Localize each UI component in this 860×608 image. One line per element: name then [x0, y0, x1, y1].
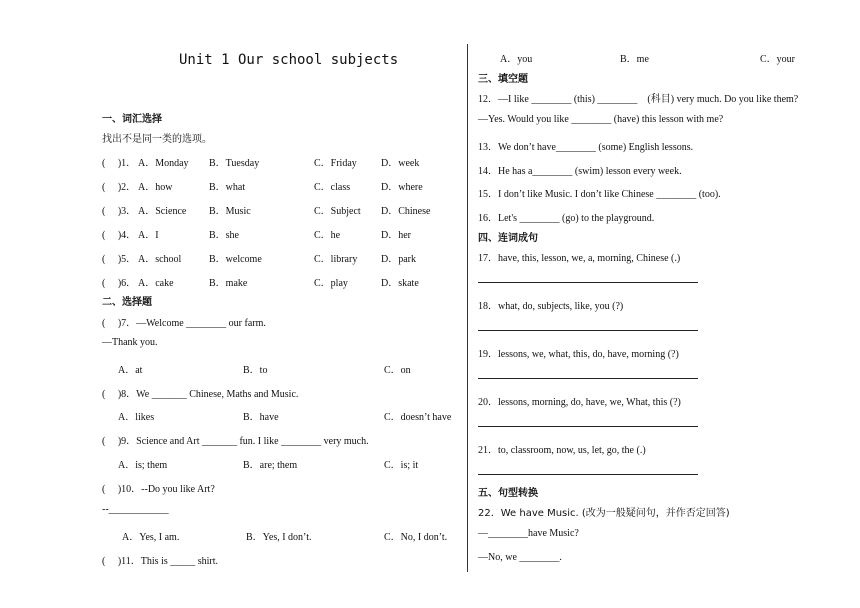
answer-line-18[interactable] — [478, 330, 698, 331]
vocab-item-prefix: ( )3． — [102, 206, 137, 217]
option-b: B．welcome — [209, 254, 262, 265]
question-16: 16．Let's ________ (go) to the playground. — [478, 213, 655, 224]
question-10: ( )10．--Do you like Art? — [102, 484, 215, 495]
option-d: D．week — [381, 158, 420, 169]
question-22-line-2: —No, we ________. — [478, 552, 562, 563]
option-c: C．on — [384, 365, 411, 376]
option-a: A．is; them — [118, 460, 168, 471]
question-12-reply: —Yes. Would you like ________ (have) this lesson with me? — [478, 114, 724, 125]
question-20: 20．lessons, morning, do, have, we, What, this (?) — [478, 397, 681, 408]
section-4-heading: 四、连词成句 — [478, 233, 538, 244]
question-19: 19．lessons, we, what, this, do, have, morning (?) — [478, 349, 679, 360]
option-a: A．school — [138, 254, 182, 265]
question-7: ( )7．—Welcome ________ our farm. — [102, 318, 266, 329]
option-b: B．are; them — [243, 460, 298, 471]
question-13: 13．We don’t have________ (some) English lessons. — [478, 142, 694, 153]
answer-line-19[interactable] — [478, 378, 698, 379]
option-b: B．Yes, I don’t. — [246, 532, 312, 543]
option-b: B．to — [243, 365, 268, 376]
section-3-heading: 三、填空题 — [478, 74, 528, 85]
option-b: B．Tuesday — [209, 158, 260, 169]
option-b: B．have — [243, 412, 279, 423]
option-c: C．Subject — [314, 206, 361, 217]
option-d: D．where — [381, 182, 423, 193]
question-21: 21．to, classroom, now, us, let, go, the (.) — [478, 445, 646, 456]
section-5-heading: 五、句型转换 — [478, 488, 538, 499]
vocab-item-prefix: ( )2． — [102, 182, 137, 193]
option-d: D．her — [381, 230, 411, 241]
option-b: B．make — [209, 278, 248, 289]
option-c: C．class — [314, 182, 351, 193]
option-d: D．Chinese — [381, 206, 431, 217]
section-1-heading: 一、词汇选择 — [102, 114, 162, 125]
page-title: Unit 1 Our school subjects — [179, 52, 399, 68]
option-b: B．me — [620, 54, 649, 65]
option-c: C．library — [314, 254, 358, 265]
option-d: D．park — [381, 254, 416, 265]
option-c: C．doesn’t have — [384, 412, 452, 423]
option-a: A．likes — [118, 412, 155, 423]
question-12: 12．—I like ________ (this) ________ (科目) very much. Do you like them? — [478, 94, 799, 105]
option-b: B．she — [209, 230, 239, 241]
column-divider — [467, 44, 468, 572]
option-a: A．Science — [138, 206, 187, 217]
option-c: C．your — [760, 54, 795, 65]
option-a: A．cake — [138, 278, 174, 289]
vocab-item-prefix: ( )4． — [102, 230, 137, 241]
option-c: C．is; it — [384, 460, 419, 471]
question-22: 22．We have Music. (改为一般疑问句，并作否定回答) — [478, 508, 730, 519]
option-a: A．Monday — [138, 158, 189, 169]
option-c: C．No, I don’t. — [384, 532, 448, 543]
option-c: C．he — [314, 230, 341, 241]
question-11: ( )11．This is _____ shirt. — [102, 556, 219, 567]
option-b: B．what — [209, 182, 246, 193]
vocab-item-prefix: ( )1． — [102, 158, 137, 169]
question-9: ( )9．Science and Art _______ fun. I like ________ very much. — [102, 436, 369, 447]
question-18: 18．what, do, subjects, like, you (?) — [478, 301, 624, 312]
question-15: 15．I don’t like Music. I don’t like Chinese ________ (too). — [478, 189, 721, 200]
vocab-item-prefix: ( )6． — [102, 278, 137, 289]
question-14: 14．He has a________ (swim) lesson every week. — [478, 166, 682, 177]
option-a: A．you — [500, 54, 533, 65]
option-a: A．at — [118, 365, 143, 376]
vocab-item-prefix: ( )5． — [102, 254, 137, 265]
option-a: A．Yes, I am. — [122, 532, 180, 543]
option-a: A．how — [138, 182, 173, 193]
answer-line-17[interactable] — [478, 282, 698, 283]
option-a: A．I — [138, 230, 159, 241]
answer-line-20[interactable] — [478, 426, 698, 427]
option-c: C．Friday — [314, 158, 357, 169]
option-c: C．play — [314, 278, 348, 289]
answer-line-21[interactable] — [478, 474, 698, 475]
section-2-heading: 二、选择题 — [102, 297, 152, 308]
option-b: B．Music — [209, 206, 251, 217]
question-22-line-1: —________have Music? — [478, 528, 579, 539]
question-7-reply: —Thank you. — [102, 337, 158, 348]
question-8: ( )8．We _______ Chinese, Maths and Music. — [102, 389, 299, 400]
question-17: 17．have, this, lesson, we, a, morning, Chinese (.) — [478, 253, 681, 264]
question-10-reply: --____________ — [102, 504, 169, 515]
option-d: D．skate — [381, 278, 419, 289]
section-1-instruction: 找出不是同一类的选项。 — [102, 134, 212, 145]
